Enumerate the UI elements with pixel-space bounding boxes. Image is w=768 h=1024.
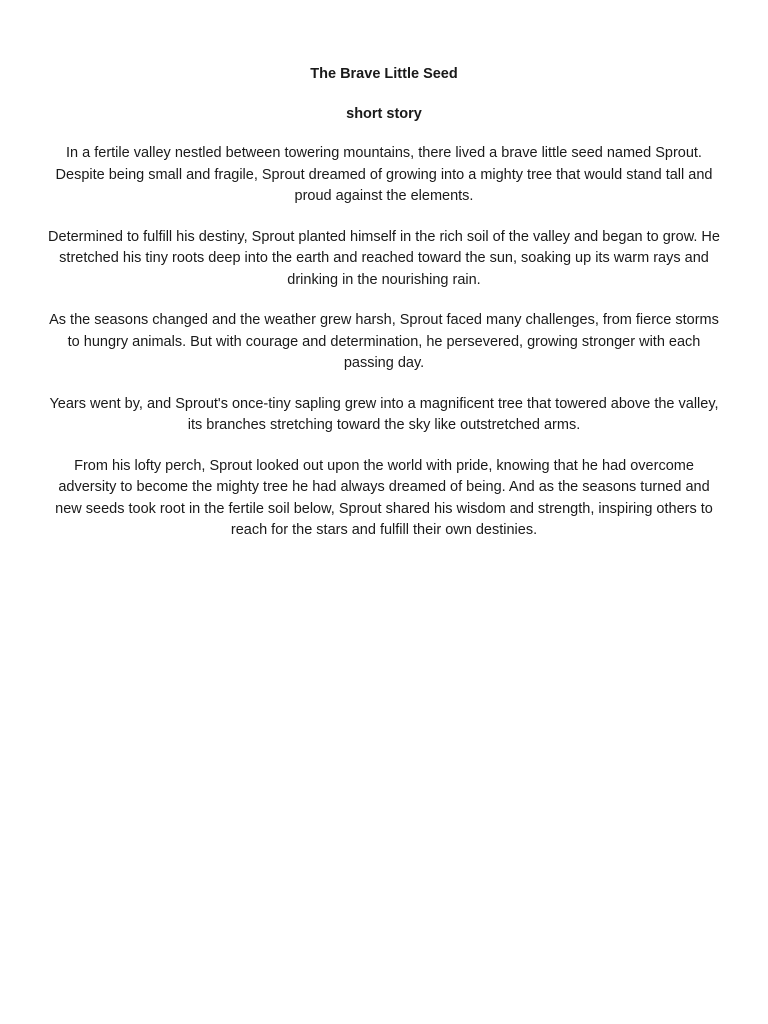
story-paragraph-1: In a fertile valley nestled between towering mountains, there lived a brave little seed named Sprout. Despite being small and fragile, Sprout dreamed of growing into a mighty tree that would stand tall and proud against the elements. [55, 145, 713, 204]
story-paragraph-3: As the seasons changed and the weather grew harsh, Sprout faced many challenges, from fierce storms to hungry animals. But with courage and determination, he persevered, growing stronger with each passing day. [49, 312, 719, 371]
story-paragraph-5: From his lofty perch, Sprout looked out upon the world with pride, knowing that he had overcome adversity to become the mighty tree he had always dreamed of being. And as the seasons turned and new seeds took root in the fertile soil below, Sprout shared his wisdom and strength, inspiring others to reach for the stars and fulfill their own destinies. [55, 457, 713, 538]
story-paragraph-2: Determined to fulfill his destiny, Sprout planted himself in the rich soil of the valley and began to grow. He stretched his tiny roots deep into the earth and reached toward the sun, soaking up its warm rays and drinking in the nourishing rain. [48, 228, 720, 288]
document-subtitle: short story [346, 106, 422, 122]
story-paragraph-4: Years went by, and Sprout's once-tiny sapling grew into a magnificent tree that towered above the valley, its branches stretching toward the sky like outstretched arms. [49, 395, 719, 433]
document-title: The Brave Little Seed [310, 66, 458, 82]
